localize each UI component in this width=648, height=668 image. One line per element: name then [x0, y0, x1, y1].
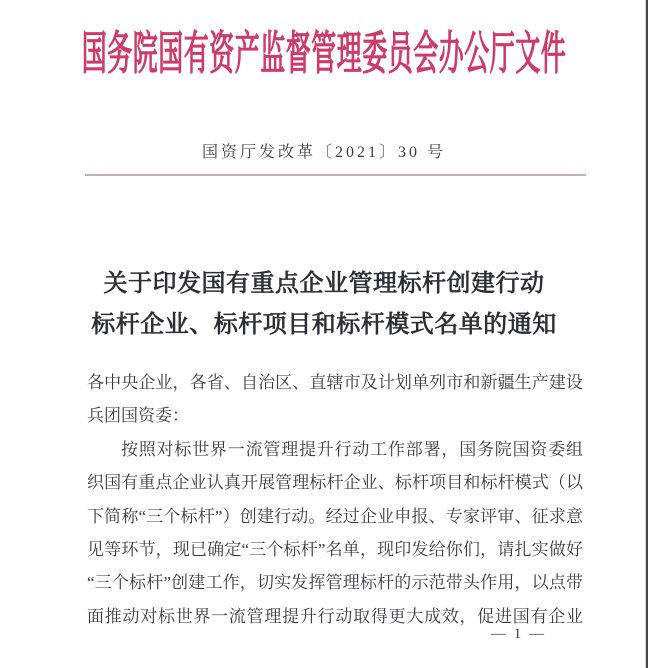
body-line-paragraph: 按照对标世界一流管理提升行动工作部署，国务院国资委组 — [121, 439, 583, 459]
page-number: — 1 — — [491, 626, 546, 642]
letterhead-divider-line — [85, 174, 586, 176]
body-line-paragraph: 织国有重点企业认真开展管理标杆企业、标杆项目和标杆模式（以 — [87, 473, 583, 493]
body-line-addressee: 各中央企业，各省、自治区、直辖市及计划单列市和新疆生产建设 — [87, 373, 583, 392]
body-line-paragraph: 见等环节，现已确定“三个标杆”名单，现印发给你们，请扎实做好 — [87, 540, 583, 560]
document-title-line1: 关于印发国有重点企业管理标杆创建行动 — [103, 271, 545, 297]
document-body — [87, 366, 583, 633]
document-reference-number: 国资厅发改革〔2021〕30 号 — [201, 144, 446, 161]
body-line-addressee-end: 兵团国资委： — [87, 406, 189, 426]
document-title — [0, 264, 648, 346]
body-line-paragraph: 下简称“三个标杆”）创建行动。经过企业申报、专家评审、征求意 — [87, 506, 583, 526]
document-title-line2: 标杆企业、标杆项目和标杆模式名单的通知 — [91, 312, 557, 338]
red-letterhead-title: 国务院国有资产监督管理委员会办公厅文件 — [81, 30, 567, 81]
body-line-paragraph: “三个标杆”创建工作，切实发挥管理标杆的示范带头作用，以点带 — [87, 573, 583, 593]
body-line-paragraph: 面推动对标世界一流管理提升行动取得更大成效，促进国有企业 — [87, 606, 583, 626]
